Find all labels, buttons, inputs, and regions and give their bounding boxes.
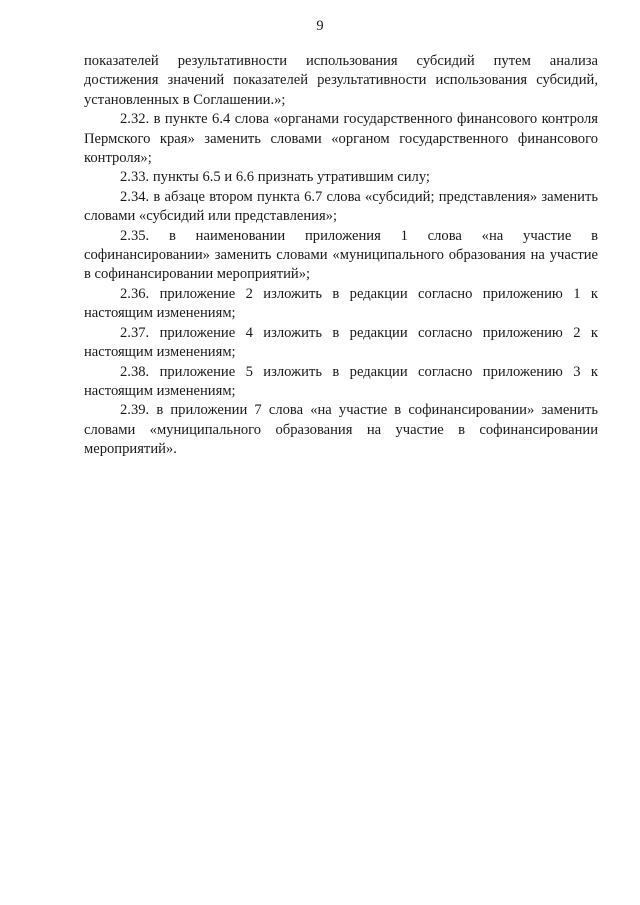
paragraph-2-39: 2.39. в приложении 7 слова «на участие в софинансировании» заменить словами «муниципального образования на участие в софинансировании мероприятий». <box>84 402 598 458</box>
paragraph-2-36: 2.36. приложение 2 изложить в редакции согласно приложению 1 к настоящим изменениям; <box>84 285 598 322</box>
paragraph-continuation: показателей результативности использования субсидий путем анализа достижения значений показателей результативности использования субсидий, установленных в Соглашении.»; <box>84 53 598 108</box>
paragraph-2-32: 2.32. в пункте 6.4 слова «органами государственного финансового контроля Пермского края» заменить словами «органом государственного финансового контроля»; <box>84 111 598 167</box>
document-body <box>84 52 598 460</box>
paragraph-2-37: 2.37. приложение 4 изложить в редакции согласно приложению 2 к настоящим изменениям; <box>84 324 598 361</box>
paragraph-2-33: 2.33. пункты 6.5 и 6.6 признать утратившим силу; <box>120 169 430 186</box>
paragraph-2-34: 2.34. в абзаце втором пункта 6.7 слова «субсидий; представления» заменить словами «субсидий или представления»; <box>84 188 598 225</box>
paragraph-2-38: 2.38. приложение 5 изложить в редакции согласно приложению 3 к настоящим изменениям; <box>84 363 598 399</box>
page-number: 9 <box>316 18 324 34</box>
paragraph-2-35: 2.35. в наименовании приложения 1 слова «на участие в софинансировании» заменить словами «муниципального образования на участие в софинансировании мероприятий»; <box>84 227 598 283</box>
